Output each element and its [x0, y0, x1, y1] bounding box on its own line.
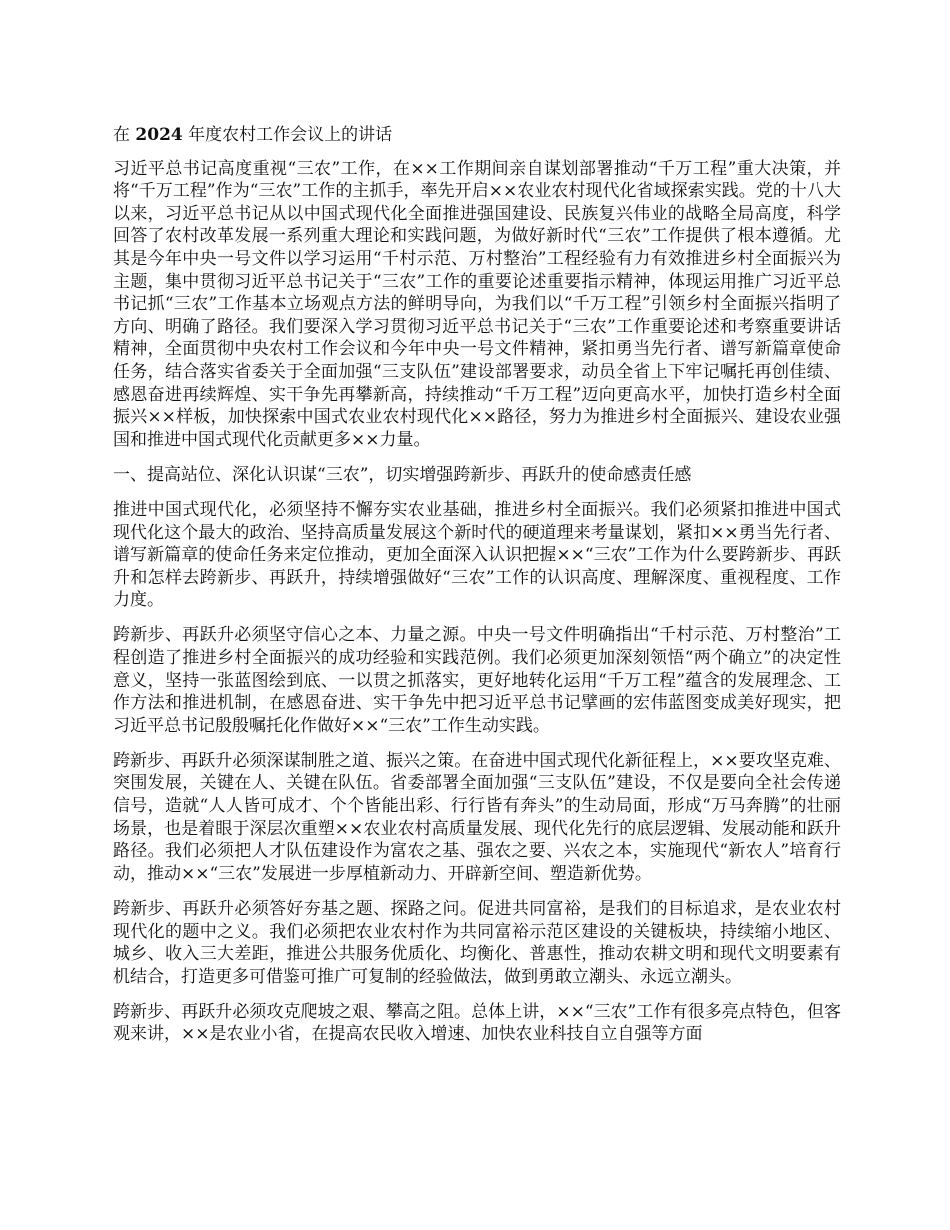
paragraph-intro: 习近平总书记高度重视“三农”工作，在××工作期间亲自谋划部署推动“千万工程”重大决策，并将“千万工程”作为“三农”工作的主抓手，率先开启××农业农村现代化省域探索实践。党的十八大以来，习近平总书记从以中国式现代化全面推进强国建设、民族复兴伟业的战略全局高度，科学回答了农村改革发展一系列重大理论和实践问题，为做好新时代“三农”工作提供了根本遵循。尤其是今年中央一号文件以学习运用“千村示范、万村整治”工程经验有力有效推进乡村全面振兴为主题，集中贯彻习近平总书记关于“三农”工作的重要论述重要指示精神，体现运用推广习近平总书记抓“三农”工作基本立场观点方法的鲜明导向，为我们以“千万工程”引领乡村全面振兴指明了方向、明确了路径。我们要深入学习贯彻习近平总书记关于“三农”工作重要论述和考察重要讲话精神，全面贯彻中央农村工作会议和今年中央一号文件精神，紧扣勇当先行者、谱写新篇章使命任务，结合落实省委关于全面加强“三支队伍”建设部署要求，动员全省上下牢记嘱托再创佳绩、感恩奋进再续辉煌、实干争先再攀新高，持续推动“千万工程”迈向更高水平，加快打造乡村全面振兴××样板，加快探索中国式农业农村现代化××路径，努力为推进乡村全面振兴、建设农业强国和推进中国式现代化贡献更多××力量。 — [113, 158, 841, 450]
paragraph-1: 推进中国式现代化，必须坚持不懈夯实农业基础，推进乡村全面振兴。我们必须紧扣推进中国式现代化这个最大的政治、坚持高质量发展这个新时代的硬道理来考量谋划，紧扣××勇当先行者、谱写新篇章的使命任务来定位推动，更加全面深入认识把握××“三农”工作为什么要跨新步、再跃升和怎样去跨新步、再跃升，持续增强做好“三农”工作的认识高度、理解深度、重视程度、工作力度。 — [113, 499, 841, 611]
document-page — [113, 124, 841, 1058]
paragraph-5: 跨新步、再跃升必须攻克爬坡之艰、攀高之阻。总体上讲，××“三农”工作有很多亮点特色，但客观来讲，××是农业小省，在提高农民收入增速、加快农业科技自立自强等方面 — [113, 1001, 841, 1045]
paragraph-2: 跨新步、再跃升必须坚守信心之本、力量之源。中央一号文件明确指出“千村示范、万村整治”工程创造了推进乡村全面振兴的成功经验和实践范例。我们必须更加深刻领悟“两个确立”的决定性意义，坚持一张蓝图绘到底、一以贯之抓落实，更好地转化运用“千万工程”蕴含的发展理念、工作方法和推进机制，在感恩奋进、实干争先中把习近平总书记擘画的宏伟蓝图变成美好现实，把习近平总书记殷殷嘱托化作做好××“三农”工作生动实践。 — [113, 625, 841, 736]
section-heading-1: 一、提高站位、深化认识谋“三农”，切实增强跨新步、再跃升的使命感责任感 — [113, 464, 692, 485]
document-title: 在 2024 年度农村工作会议上的讲话 — [113, 125, 393, 145]
paragraph-3: 跨新步、再跃升必须深谋制胜之道、振兴之策。在奋进中国式现代化新征程上，××要攻坚克难、突围发展，关键在人、关键在队伍。省委部署全面加强“三支队伍”建设，不仅是要向全社会传递信号，造就“人人皆可成才、个个皆能出彩、行行皆有奔头”的生动局面，形成“万马奔腾”的壮丽场景，也是着眼于深层次重塑××农业农村高质量发展、现代化先行的底层逻辑、发展动能和跃升路径。我们必须把人才队伍建设作为富农之基、强农之要、兴农之本，实施现代“新农人”培育行动，推动××“三农”发展进一步厚植新动力、开辟新空间、塑造新优势。 — [113, 750, 841, 884]
paragraph-4: 跨新步、再跃升必须答好夯基之题、探路之问。促进共同富裕，是我们的目标追求，是农业农村现代化的题中之义。我们必须把农业农村作为共同富裕示范区建设的关键板块，持续缩小地区、城乡、收入三大差距，推进公共服务优质化、均衡化、普惠性，推动农耕文明和现代文明要素有机结合，打造更多可借鉴可推广可复制的经验做法，做到勇敢立潮头、永远立潮头。 — [113, 898, 841, 987]
